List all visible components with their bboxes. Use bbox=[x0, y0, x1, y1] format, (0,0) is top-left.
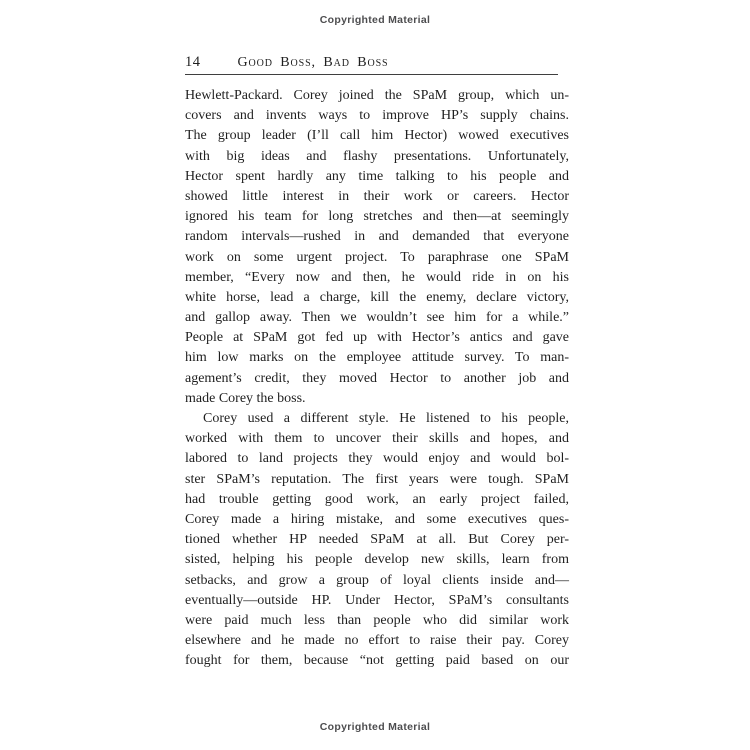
text-line: Corey made a hiring mistake, and some executives ques- bbox=[185, 511, 569, 527]
text-line: had trouble getting good work, an early project failed, bbox=[185, 491, 569, 507]
text-line: setbacks, and grow a group of loyal clients inside and— bbox=[185, 572, 569, 588]
book-title: Good Boss, Bad Boss bbox=[237, 55, 389, 70]
text-line: ignored his team for long stretches and then—at seemingly bbox=[185, 209, 569, 225]
text-line: worked with them to uncover their skills and hopes, and bbox=[185, 431, 569, 447]
text-line: covers and invents ways to improve HP’s supply chains. bbox=[185, 108, 569, 124]
text-line: eventually—outside HP. Under Hector, SPaM’s consultants bbox=[185, 592, 569, 608]
text-line: tioned whether HP needed SPaM at all. But Corey per- bbox=[185, 532, 569, 548]
text-line: member, “Every now and then, he would ride in on his bbox=[185, 269, 569, 285]
text-line: ster SPaM’s reputation. The first years were tough. SPaM bbox=[185, 471, 569, 487]
text-line: and gallop away. Then we wouldn’t see him for a while.” bbox=[185, 310, 569, 326]
text-line: with big ideas and flashy presentations. Unfortunately, bbox=[185, 148, 569, 164]
text-line: showed little interest in their work or careers. Hector bbox=[185, 188, 569, 204]
body-text bbox=[185, 86, 569, 671]
text-line: were paid much less than people who did similar work bbox=[185, 612, 569, 628]
text-line: People at SPaM got fed up with Hector’s antics and gave bbox=[185, 330, 569, 346]
text-line: fought for them, because “not getting paid based on our bbox=[185, 653, 569, 669]
text-line: random intervals—rushed in and demanded that everyone bbox=[185, 229, 569, 245]
text-line: elsewhere and he made no effort to raise their pay. Corey bbox=[185, 633, 569, 649]
text-line: The group leader (I’ll call him Hector) wowed executives bbox=[185, 128, 569, 144]
page-header bbox=[185, 53, 558, 75]
copyright-bottom-label: Copyrighted Material bbox=[319, 721, 431, 733]
text-line: him low marks on the employee attitude survey. To man- bbox=[185, 350, 569, 366]
text-line: work on some urgent project. To paraphrase one SPaM bbox=[185, 249, 569, 265]
copyright-top-label: Copyrighted Material bbox=[319, 14, 431, 26]
text-line: made Corey the boss. bbox=[185, 390, 306, 406]
text-line: sisted, helping his people develop new skills, learn from bbox=[185, 552, 569, 568]
text-line: Hector spent hardly any time talking to his people and bbox=[185, 168, 569, 184]
text-line: agement’s credit, they moved Hector to another job and bbox=[185, 370, 569, 386]
text-line: Corey used a different style. He listened to his people, bbox=[203, 411, 569, 426]
text-line: Hewlett-Packard. Corey joined the SPaM group, which un- bbox=[185, 88, 569, 103]
text-line: labored to land projects they would enjoy and would bol- bbox=[185, 451, 569, 467]
page-number: 14 bbox=[185, 54, 201, 70]
text-line: white horse, lead a charge, kill the enemy, declare victory, bbox=[185, 289, 569, 305]
